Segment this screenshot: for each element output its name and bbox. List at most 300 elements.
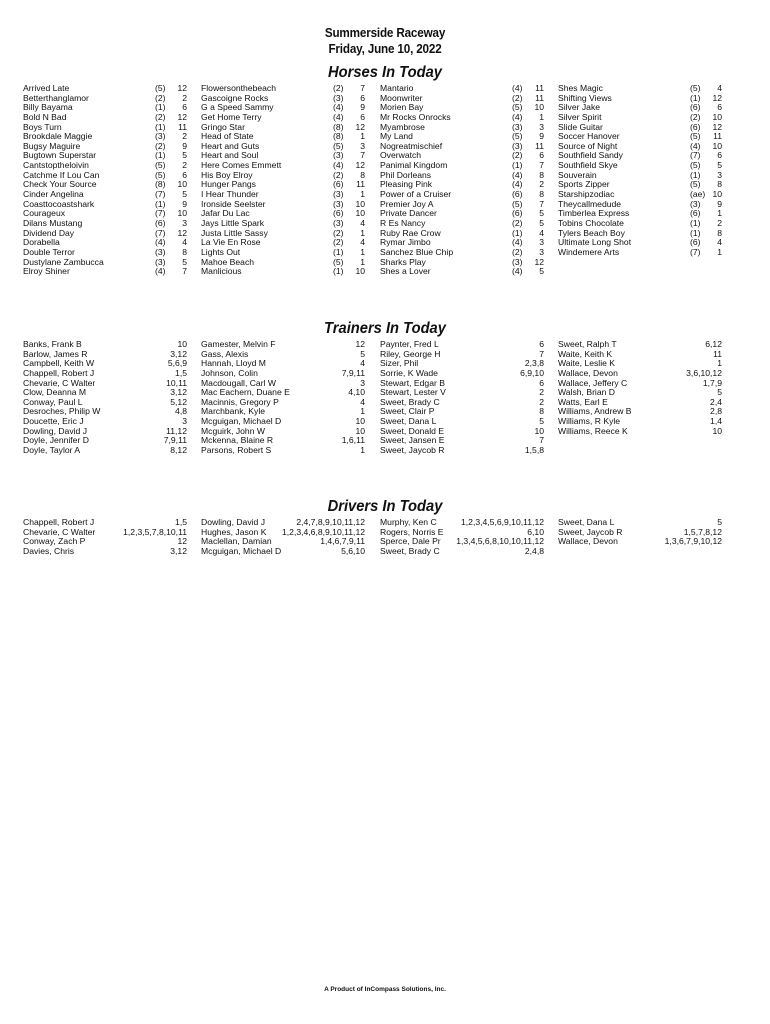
race-numbers: 1 xyxy=(360,256,365,267)
entry-name: Dowling, David J xyxy=(23,425,87,436)
post-position: (4) xyxy=(512,237,523,248)
race-numbers: 11 xyxy=(535,83,544,93)
race-numbers: 1,2,3,5,7,8,10,11 xyxy=(123,526,187,537)
race-numbers: 7 xyxy=(539,160,544,171)
race-numbers: 8 xyxy=(539,169,544,180)
entry-name: Soccer Hanover xyxy=(558,131,620,142)
trainers-column xyxy=(380,340,544,456)
entry-name: My Land xyxy=(380,131,413,142)
post-position: (1) xyxy=(690,169,701,180)
entry-name: Cinder Angelina xyxy=(23,189,84,200)
post-position: (7) xyxy=(155,227,166,238)
entry-name: Jays Little Spark xyxy=(201,217,265,228)
entry-name: Billy Bayama xyxy=(23,102,73,113)
race-numbers: 1,3,6,7,9,10,12 xyxy=(664,536,722,547)
post-position: (3) xyxy=(512,121,523,132)
entry-name: Gascoigne Rocks xyxy=(201,92,269,103)
post-position: (2) xyxy=(333,227,344,238)
entry-name: Chappell, Robert J xyxy=(23,517,95,527)
race-numbers: 4,10 xyxy=(348,387,365,398)
entry-name: Sizer, Phil xyxy=(380,358,419,369)
race-numbers: 12 xyxy=(355,339,365,349)
entry-name: Windemere Arts xyxy=(558,246,620,257)
entry-name: Ironside Seelster xyxy=(201,198,266,209)
post-position: (4) xyxy=(333,160,344,171)
race-numbers: 8 xyxy=(717,179,722,190)
entry-name: Wallace, Jeffery C xyxy=(558,377,628,388)
horses-entry xyxy=(380,267,544,277)
entry-name: Arrived Late xyxy=(23,83,70,93)
drivers-column xyxy=(23,518,187,557)
post-position: (7) xyxy=(690,246,701,257)
entry-name: G a Speed Sammy xyxy=(201,102,274,113)
race-numbers: 2 xyxy=(539,179,544,190)
post-position: (3) xyxy=(333,198,344,209)
horses-entry xyxy=(23,267,187,277)
entry-name: Mcguirk, John W xyxy=(201,425,265,436)
entry-name: Chevarie, C Walter xyxy=(23,377,96,388)
entry-name: Rymar Jimbo xyxy=(380,237,431,248)
entry-name: Hunger Pangs xyxy=(201,179,256,190)
trainers-column xyxy=(201,340,365,456)
entry-name: Doyle, Taylor A xyxy=(23,445,81,456)
entry-name: Sweet, Jansen E xyxy=(380,435,445,446)
post-position: (3) xyxy=(155,256,166,267)
race-numbers: 9 xyxy=(182,198,187,209)
race-numbers: 5 xyxy=(182,150,187,161)
race-numbers: 1 xyxy=(360,227,365,238)
race-numbers: 3 xyxy=(539,246,544,257)
race-numbers: 5 xyxy=(539,416,544,427)
horses-entry xyxy=(201,267,365,277)
post-position: (5) xyxy=(690,179,701,190)
race-numbers: 7 xyxy=(539,348,544,359)
race-numbers: 3,12 xyxy=(170,387,187,398)
race-numbers: 6 xyxy=(539,377,544,388)
entry-name: Maclellan, Damian xyxy=(201,536,272,547)
entry-name: Williams, Andrew B xyxy=(558,406,632,417)
race-numbers: 4,8 xyxy=(175,406,187,417)
entry-name: Bold N Bad xyxy=(23,111,67,122)
race-numbers: 10 xyxy=(355,425,365,436)
entry-name: Theycallmedude xyxy=(558,198,622,209)
race-numbers: 1 xyxy=(360,445,365,456)
drivers-column xyxy=(558,518,722,547)
race-numbers: 2,4,8 xyxy=(524,545,544,556)
post-position: (3) xyxy=(333,150,344,161)
entry-name: His Boy Elroy xyxy=(201,169,253,180)
entry-name: Manlicious xyxy=(201,266,242,277)
post-position: (4) xyxy=(512,111,523,122)
post-position: (5) xyxy=(155,83,166,93)
race-numbers: 10 xyxy=(712,189,722,200)
post-position: (3) xyxy=(333,92,344,103)
post-position: (2) xyxy=(155,140,166,151)
entry-name: Shes Magic xyxy=(558,83,603,93)
post-position: (6) xyxy=(690,237,701,248)
race-numbers: 1 xyxy=(360,189,365,200)
race-numbers: 4 xyxy=(360,217,365,228)
race-numbers: 6 xyxy=(539,150,544,161)
race-numbers: 5 xyxy=(539,208,544,219)
trainers-entry xyxy=(23,446,187,456)
entry-name: Gamester, Melvin F xyxy=(201,339,276,349)
entry-name: Get Home Terry xyxy=(201,111,262,122)
entry-name: Murphy, Ken C xyxy=(380,517,437,527)
race-numbers: 12 xyxy=(177,227,187,238)
race-numbers: 12 xyxy=(177,111,187,122)
race-numbers: 12 xyxy=(177,83,187,93)
post-position: (3) xyxy=(512,256,523,267)
post-position: (1) xyxy=(155,150,166,161)
race-numbers: 10 xyxy=(177,208,187,219)
race-numbers: 10 xyxy=(534,102,544,113)
race-numbers: 11 xyxy=(535,140,544,151)
race-numbers: 10 xyxy=(355,416,365,427)
post-position: (4) xyxy=(690,140,701,151)
post-position: (5) xyxy=(333,140,344,151)
entry-name: Stewart, Lester V xyxy=(380,387,446,398)
entry-name: Boys Turn xyxy=(23,121,62,132)
race-numbers: 1,7,9 xyxy=(702,377,722,388)
race-numbers: 3,6,10,12 xyxy=(686,367,722,378)
race-numbers: 10 xyxy=(177,179,187,190)
post-position: (4) xyxy=(512,266,523,277)
entry-name: Shes a Lover xyxy=(380,266,431,277)
race-numbers: 1,5 xyxy=(175,517,187,527)
entry-name: Bugtown Superstar xyxy=(23,150,97,161)
race-numbers: 1,2,3,4,6,8,9,10,11,12 xyxy=(282,526,365,537)
post-position: (5) xyxy=(155,160,166,171)
entry-name: Sanchez Blue Chip xyxy=(380,246,454,257)
entry-name: Jafar Du Lac xyxy=(201,208,250,219)
race-numbers: 5 xyxy=(539,266,544,277)
post-position: (1) xyxy=(512,227,523,238)
race-numbers: 2 xyxy=(182,131,187,142)
post-position: (5) xyxy=(512,198,523,209)
entry-name: Silver Spirit xyxy=(558,111,602,122)
race-numbers: 10 xyxy=(355,198,365,209)
race-numbers: 8,12 xyxy=(170,445,187,456)
race-numbers: 1 xyxy=(539,111,544,122)
entry-name: Southfield Skye xyxy=(558,160,618,171)
entry-name: Sweet, Donald E xyxy=(380,425,445,436)
entry-name: Heart and Guts xyxy=(201,140,260,151)
entry-name: Here Comes Emmett xyxy=(201,160,282,171)
entry-name: Waite, Leslie K xyxy=(558,358,615,369)
race-numbers: 3 xyxy=(182,416,187,427)
drivers-entry xyxy=(201,547,365,557)
entry-name: Sweet, Jaycob R xyxy=(558,526,623,537)
race-numbers: 3 xyxy=(182,217,187,228)
race-numbers: 2,8 xyxy=(710,406,722,417)
entry-name: Macinnis, Gregory P xyxy=(201,396,279,407)
entry-name: Rogers, Norris E xyxy=(380,526,444,537)
race-numbers: 3 xyxy=(717,169,722,180)
post-position: (7) xyxy=(690,150,701,161)
post-position: (1) xyxy=(512,160,523,171)
entry-name: Brookdale Maggie xyxy=(23,131,93,142)
entry-name: Power of a Cruiser xyxy=(380,189,452,200)
drivers-entry xyxy=(558,537,722,547)
post-position: (2) xyxy=(333,169,344,180)
race-numbers: 12 xyxy=(534,256,544,267)
entry-name: Lights Out xyxy=(201,246,241,257)
entry-name: Myambrose xyxy=(380,121,425,132)
trainers-entry xyxy=(558,427,722,437)
entry-name: Marchbank, Kyle xyxy=(201,406,266,417)
race-numbers: 1,5,7,8,12 xyxy=(683,526,722,537)
entry-name: Bugsy Maguire xyxy=(23,140,81,151)
entry-name: Sperce, Dale Pr xyxy=(380,536,441,547)
entry-name: Gass, Alexis xyxy=(201,348,249,359)
entry-name: Barlow, James R xyxy=(23,348,88,359)
drivers-section-title: Drivers In Today xyxy=(327,498,443,515)
post-position: (1) xyxy=(690,92,701,103)
entry-name: Dorabella xyxy=(23,237,60,248)
post-position: (7) xyxy=(155,189,166,200)
race-numbers: 3 xyxy=(360,140,365,151)
race-numbers: 6 xyxy=(717,102,722,113)
race-numbers: 9 xyxy=(182,140,187,151)
post-position: (2) xyxy=(155,92,166,103)
post-position: (6) xyxy=(690,121,701,132)
horses-section-title: Horses In Today xyxy=(328,64,442,81)
entry-name: Mahoe Beach xyxy=(201,256,255,267)
entry-name: I Hear Thunder xyxy=(201,189,259,200)
entry-name: Tylers Beach Boy xyxy=(558,227,625,238)
race-numbers: 3 xyxy=(360,377,365,388)
entry-name: Check Your Source xyxy=(23,179,97,190)
entry-name: Mckenna, Blaine R xyxy=(201,435,274,446)
entry-name: Dowling, David J xyxy=(201,517,265,527)
race-numbers: 4 xyxy=(360,396,365,407)
race-numbers: 11 xyxy=(713,348,722,359)
race-numbers: 2 xyxy=(182,92,187,103)
entry-name: Head of State xyxy=(201,131,254,142)
entry-name: Campbell, Keith W xyxy=(23,358,95,369)
race-numbers: 10 xyxy=(712,111,722,122)
post-position: (4) xyxy=(512,179,523,190)
entry-name: Sweet, Dana L xyxy=(558,517,615,527)
race-numbers: 8 xyxy=(539,406,544,417)
race-numbers: 1 xyxy=(717,246,722,257)
horses-column xyxy=(380,84,544,277)
race-numbers: 3,12 xyxy=(170,545,187,556)
post-position: (2) xyxy=(333,237,344,248)
race-numbers: 8 xyxy=(717,227,722,238)
post-position: (4) xyxy=(333,111,344,122)
race-numbers: 6,10 xyxy=(527,526,544,537)
race-numbers: 11 xyxy=(535,92,544,103)
entry-name: Nogreatmischief xyxy=(380,140,443,151)
track-name: Summerside Raceway xyxy=(324,25,446,40)
entry-name: Hughes, Jason K xyxy=(201,526,267,537)
race-numbers: 10 xyxy=(712,140,722,151)
race-numbers: 7 xyxy=(360,150,365,161)
entry-name: Phil Dorleans xyxy=(380,169,432,180)
entry-name: Sports Zipper xyxy=(558,179,610,190)
entry-name: Sharks Play xyxy=(380,256,426,267)
post-position: (5) xyxy=(690,83,701,93)
race-numbers: 2 xyxy=(182,160,187,171)
post-position: (4) xyxy=(512,169,523,180)
race-numbers: 11 xyxy=(356,179,365,190)
entry-name: Chevarie, C Walter xyxy=(23,526,96,537)
entry-name: Sweet, Clair P xyxy=(380,406,435,417)
horses-column xyxy=(23,84,187,277)
race-numbers: 5 xyxy=(360,348,365,359)
race-numbers: 6 xyxy=(539,339,544,349)
race-numbers: 2 xyxy=(539,387,544,398)
post-position: (1) xyxy=(690,227,701,238)
entry-name: Starshipzodiac xyxy=(558,189,615,200)
entry-name: Souverain xyxy=(558,169,597,180)
entry-name: Watts, Earl E xyxy=(558,396,608,407)
race-numbers: 5 xyxy=(539,217,544,228)
entry-name: Williams, R Kyle xyxy=(558,416,621,427)
entry-name: Conway, Paul L xyxy=(23,396,83,407)
race-numbers: 5,6,9 xyxy=(167,358,187,369)
race-date: Friday, June 10, 2022 xyxy=(328,41,442,56)
race-numbers: 4 xyxy=(182,237,187,248)
post-position: (3) xyxy=(155,246,166,257)
entry-name: Mantario xyxy=(380,83,414,93)
race-numbers: 1,3,4,5,6,8,10,10,11,12 xyxy=(456,536,544,547)
post-position: (6) xyxy=(690,208,701,219)
race-numbers: 2,4 xyxy=(710,396,722,407)
post-position: (5) xyxy=(333,256,344,267)
race-numbers: 12 xyxy=(355,160,365,171)
race-numbers: 1 xyxy=(360,131,365,142)
entry-name: Mac Eachern, Duane E xyxy=(201,387,290,398)
race-numbers: 11 xyxy=(713,131,722,142)
post-position: (3) xyxy=(690,198,701,209)
race-numbers: 5 xyxy=(182,189,187,200)
entry-name: Stewart, Edgar B xyxy=(380,377,445,388)
horses-entry xyxy=(558,248,722,258)
entry-name: Sweet, Brady C xyxy=(380,545,440,556)
post-position: (2) xyxy=(512,217,523,228)
post-position: (8) xyxy=(155,179,166,190)
race-numbers: 12 xyxy=(355,121,365,132)
entry-name: Mcguigan, Michael D xyxy=(201,416,282,427)
race-numbers: 1,5 xyxy=(175,367,187,378)
entry-name: Cantstoptheloivin xyxy=(23,160,89,171)
drivers-entry xyxy=(380,547,544,557)
post-position: (2) xyxy=(155,111,166,122)
entry-name: Dividend Day xyxy=(23,227,75,238)
post-position: (3) xyxy=(512,140,523,151)
race-numbers: 1,2,3,4,5,6,9,10,11,12 xyxy=(461,517,544,527)
horses-column xyxy=(201,84,365,277)
trainers-entry xyxy=(380,446,544,456)
post-position: (1) xyxy=(155,198,166,209)
race-numbers: 8 xyxy=(360,169,365,180)
race-numbers: 1,4,6,7,9,11 xyxy=(320,536,365,547)
entry-name: Silver Jake xyxy=(558,102,601,113)
entry-name: Private Dancer xyxy=(380,208,437,219)
entry-name: Hannah, Lloyd M xyxy=(201,358,266,369)
race-numbers: 1 xyxy=(360,406,365,417)
entry-name: Sweet, Jaycob R xyxy=(380,445,445,456)
entry-name: Paynter, Fred L xyxy=(380,339,439,349)
drivers-entry xyxy=(23,547,187,557)
entry-name: Sweet, Dana L xyxy=(380,416,437,427)
entry-name: Elroy Shiner xyxy=(23,266,70,277)
entry-name: Parsons, Robert S xyxy=(201,445,272,456)
race-numbers: 6 xyxy=(182,102,187,113)
entry-name: Ultimate Long Shot xyxy=(558,237,632,248)
post-position: (1) xyxy=(155,121,166,132)
race-numbers: 7 xyxy=(539,435,544,446)
entry-name: Timberlea Express xyxy=(558,208,630,219)
race-numbers: 8 xyxy=(539,189,544,200)
entry-name: Dilans Mustang xyxy=(23,217,83,228)
post-position: (2) xyxy=(690,111,701,122)
entry-name: Sweet, Ralph T xyxy=(558,339,617,349)
post-position: (5) xyxy=(512,131,523,142)
race-numbers: 9 xyxy=(717,198,722,209)
race-numbers: 4 xyxy=(360,358,365,369)
race-numbers: 8 xyxy=(182,246,187,257)
race-numbers: 6 xyxy=(360,92,365,103)
post-position: (5) xyxy=(690,160,701,171)
race-numbers: 1 xyxy=(360,246,365,257)
post-position: (2) xyxy=(333,83,344,93)
entry-name: Coasttocoastshark xyxy=(23,198,95,209)
race-numbers: 4 xyxy=(717,83,722,93)
entry-name: Chappell, Robert J xyxy=(23,367,95,378)
entry-name: Mcguigan, Michael D xyxy=(201,545,282,556)
post-position: (ae) xyxy=(690,189,706,200)
entry-name: Gringo Star xyxy=(201,121,245,132)
post-position: (2) xyxy=(512,92,523,103)
race-numbers: 6 xyxy=(182,169,187,180)
race-numbers: 9 xyxy=(539,131,544,142)
race-numbers: 12 xyxy=(712,121,722,132)
entry-name: Justa Little Sassy xyxy=(201,227,268,238)
race-numbers: 7 xyxy=(360,83,365,93)
post-position: (6) xyxy=(512,189,523,200)
entry-name: Sorrie, K Wade xyxy=(380,367,438,378)
post-position: (1) xyxy=(690,217,701,228)
entry-name: Waite, Keith K xyxy=(558,348,613,359)
race-numbers: 5 xyxy=(717,387,722,398)
post-position: (6) xyxy=(333,179,344,190)
footer-credit: A Product of InCompass Solutions, Inc. xyxy=(324,986,446,993)
post-position: (7) xyxy=(155,208,166,219)
race-numbers: 11 xyxy=(178,121,187,132)
entry-name: Pleasing Pink xyxy=(380,179,433,190)
entry-name: Walsh, Brian D xyxy=(558,387,615,398)
entry-name: Shifting Views xyxy=(558,92,612,103)
entry-name: Wallace, Devon xyxy=(558,367,618,378)
post-position: (2) xyxy=(512,246,523,257)
post-position: (4) xyxy=(512,83,523,93)
post-position: (2) xyxy=(512,150,523,161)
race-numbers: 12 xyxy=(712,92,722,103)
entry-name: Heart and Soul xyxy=(201,150,259,161)
post-position: (4) xyxy=(155,266,166,277)
race-numbers: 6,12 xyxy=(705,339,722,349)
entry-name: Overwatch xyxy=(380,150,422,161)
entry-name: Banks, Frank B xyxy=(23,339,82,349)
post-position: (5) xyxy=(512,102,523,113)
race-numbers: 6 xyxy=(717,150,722,161)
post-position: (8) xyxy=(333,131,344,142)
race-numbers: 2,3,8 xyxy=(524,358,544,369)
